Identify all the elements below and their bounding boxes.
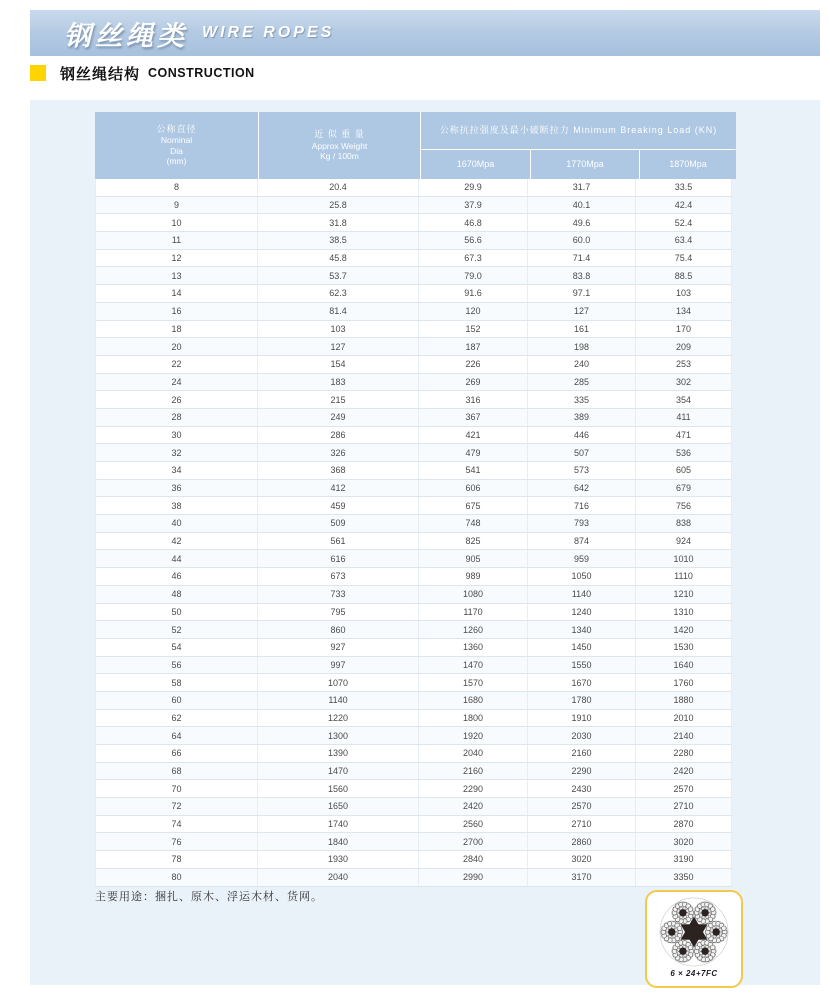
- table-cell: 46.8: [419, 214, 528, 231]
- table-cell: 368: [258, 462, 419, 479]
- table-cell: 29.9: [419, 179, 528, 196]
- table-cell: 1170: [419, 604, 528, 621]
- table-cell: 924: [636, 533, 732, 550]
- table-cell: 78: [95, 851, 258, 868]
- table-cell: 509: [258, 515, 419, 532]
- table-cell: 1650: [258, 798, 419, 815]
- table-cell: 187: [419, 338, 528, 355]
- table-cell: 756: [636, 497, 732, 514]
- table-cell: 2560: [419, 816, 528, 833]
- table-cell: 1760: [636, 674, 732, 691]
- table-cell: 825: [419, 533, 528, 550]
- table-cell: 1780: [528, 692, 636, 709]
- table-cell: 874: [528, 533, 636, 550]
- table-row: [95, 816, 732, 834]
- table-cell: 326: [258, 444, 419, 461]
- table-cell: 49.6: [528, 214, 636, 231]
- table-cell: 31.7: [528, 179, 636, 196]
- table-row: [95, 674, 732, 692]
- header-grade-1870: 1870Mpa: [640, 150, 736, 179]
- table-cell: 44: [95, 550, 258, 567]
- table-cell: 541: [419, 462, 528, 479]
- header-nominal-dia-zh: 公称直径: [156, 123, 197, 134]
- table-cell: 67.3: [419, 250, 528, 267]
- header-grade-1670: 1670Mpa: [421, 150, 530, 179]
- table-cell: 860: [258, 621, 419, 638]
- table-cell: 26: [95, 391, 258, 408]
- table-cell: 22: [95, 356, 258, 373]
- table-row: [95, 356, 732, 374]
- table-cell: 1450: [528, 639, 636, 656]
- table-cell: 1360: [419, 639, 528, 656]
- table-cell: 2990: [419, 869, 528, 886]
- table-cell: 479: [419, 444, 528, 461]
- table-row: [95, 267, 732, 285]
- spec-table: [95, 112, 732, 887]
- table-cell: 1920: [419, 727, 528, 744]
- table-cell: 64: [95, 727, 258, 744]
- table-cell: 1300: [258, 727, 419, 744]
- table-cell: 74: [95, 816, 258, 833]
- table-cell: 1550: [528, 657, 636, 674]
- table-row: [95, 391, 732, 409]
- table-cell: 226: [419, 356, 528, 373]
- table-cell: 240: [528, 356, 636, 373]
- table-row: [95, 550, 732, 568]
- table-cell: 1110: [636, 568, 732, 585]
- table-row: [95, 497, 732, 515]
- table-cell: 48: [95, 586, 258, 603]
- table-cell: 71.4: [528, 250, 636, 267]
- content-panel: [30, 100, 820, 985]
- table-cell: 81.4: [258, 303, 419, 320]
- table-cell: 24: [95, 374, 258, 391]
- table-cell: 34: [95, 462, 258, 479]
- table-cell: 88.5: [636, 267, 732, 284]
- table-cell: 1680: [419, 692, 528, 709]
- table-cell: 40.1: [528, 197, 636, 214]
- table-row: [95, 232, 732, 250]
- table-cell: 20.4: [258, 179, 419, 196]
- table-row: [95, 639, 732, 657]
- table-cell: 1800: [419, 710, 528, 727]
- table-cell: 1220: [258, 710, 419, 727]
- table-cell: 412: [258, 480, 419, 497]
- table-cell: 286: [258, 427, 419, 444]
- rope-cross-section-box: [645, 890, 743, 988]
- table-cell: 56.6: [419, 232, 528, 249]
- table-row: [95, 214, 732, 232]
- table-cell: 1470: [419, 657, 528, 674]
- table-cell: 1420: [636, 621, 732, 638]
- table-cell: 536: [636, 444, 732, 461]
- table-cell: 642: [528, 480, 636, 497]
- table-cell: 11: [95, 232, 258, 249]
- table-cell: 3020: [528, 851, 636, 868]
- table-cell: 63.4: [636, 232, 732, 249]
- table-cell: 1840: [258, 833, 419, 850]
- table-cell: 1260: [419, 621, 528, 638]
- table-cell: 1910: [528, 710, 636, 727]
- table-cell: 198: [528, 338, 636, 355]
- table-cell: 2160: [419, 763, 528, 780]
- table-cell: 14: [95, 285, 258, 302]
- table-cell: 2040: [258, 869, 419, 886]
- table-cell: 2710: [636, 798, 732, 815]
- section-header: [30, 62, 255, 84]
- table-cell: 66: [95, 745, 258, 762]
- table-cell: 1470: [258, 763, 419, 780]
- table-cell: 42.4: [636, 197, 732, 214]
- table-cell: 120: [419, 303, 528, 320]
- table-cell: 2570: [528, 798, 636, 815]
- table-cell: 1930: [258, 851, 419, 868]
- table-cell: 421: [419, 427, 528, 444]
- table-cell: 367: [419, 409, 528, 426]
- table-row: [95, 604, 732, 622]
- table-row: [95, 763, 732, 781]
- table-cell: 18: [95, 321, 258, 338]
- table-cell: 3350: [636, 869, 732, 886]
- table-cell: 2280: [636, 745, 732, 762]
- table-cell: 793: [528, 515, 636, 532]
- table-cell: 253: [636, 356, 732, 373]
- table-cell: 748: [419, 515, 528, 532]
- table-cell: 127: [528, 303, 636, 320]
- table-row: [95, 727, 732, 745]
- table-cell: 2030: [528, 727, 636, 744]
- header-breaking-load: [421, 112, 736, 149]
- table-row: [95, 462, 732, 480]
- section-title-zh: 钢丝绳结构: [60, 65, 141, 83]
- table-row: [95, 303, 732, 321]
- table-row: [95, 338, 732, 356]
- table-cell: 8: [95, 179, 258, 196]
- header-approx-weight-zh: 近 似 重 量: [314, 129, 365, 140]
- table-cell: 1530: [636, 639, 732, 656]
- table-cell: 285: [528, 374, 636, 391]
- table-cell: 20: [95, 338, 258, 355]
- table-cell: 733: [258, 586, 419, 603]
- table-row: [95, 480, 732, 498]
- table-cell: 1140: [528, 586, 636, 603]
- header-breaking-load-label: 公称抗拉强度及最小破断拉力 Minimum Breaking Load (KN): [439, 124, 718, 135]
- table-cell: 2160: [528, 745, 636, 762]
- table-cell: 60.0: [528, 232, 636, 249]
- header-approx-weight-en2: Kg / 100m: [320, 151, 359, 162]
- table-cell: 10: [95, 214, 258, 231]
- table-cell: 335: [528, 391, 636, 408]
- table-row: [95, 657, 732, 675]
- table-cell: 32: [95, 444, 258, 461]
- table-cell: 1080: [419, 586, 528, 603]
- table-row: [95, 374, 732, 392]
- table-row: [95, 586, 732, 604]
- table-cell: 2420: [636, 763, 732, 780]
- table-cell: 3190: [636, 851, 732, 868]
- table-cell: 37.9: [419, 197, 528, 214]
- table-cell: 103: [258, 321, 419, 338]
- table-cell: 1340: [528, 621, 636, 638]
- table-cell: 3020: [636, 833, 732, 850]
- table-cell: 573: [528, 462, 636, 479]
- table-row: [95, 427, 732, 445]
- table-cell: 209: [636, 338, 732, 355]
- table-cell: 1670: [528, 674, 636, 691]
- table-row: [95, 285, 732, 303]
- table-cell: 1640: [636, 657, 732, 674]
- table-row: [95, 745, 732, 763]
- table-cell: 2420: [419, 798, 528, 815]
- table-cell: 161: [528, 321, 636, 338]
- page-title-en: WIRE ROPES: [202, 24, 335, 41]
- table-cell: 302: [636, 374, 732, 391]
- table-cell: 38: [95, 497, 258, 514]
- table-cell: 2290: [419, 780, 528, 797]
- table-cell: 215: [258, 391, 419, 408]
- table-cell: 134: [636, 303, 732, 320]
- table-row: [95, 798, 732, 816]
- table-cell: 33.5: [636, 179, 732, 196]
- table-cell: 927: [258, 639, 419, 656]
- table-cell: 716: [528, 497, 636, 514]
- table-cell: 52: [95, 621, 258, 638]
- table-cell: 249: [258, 409, 419, 426]
- header-nominal-dia-en2: Dia: [170, 145, 183, 156]
- table-cell: 2140: [636, 727, 732, 744]
- table-row: [95, 444, 732, 462]
- table-row: [95, 533, 732, 551]
- table-cell: 997: [258, 657, 419, 674]
- table-cell: 354: [636, 391, 732, 408]
- table-cell: 2040: [419, 745, 528, 762]
- table-row: [95, 621, 732, 639]
- table-cell: 54: [95, 639, 258, 656]
- table-cell: 2700: [419, 833, 528, 850]
- table-cell: 606: [419, 480, 528, 497]
- table-cell: 838: [636, 515, 732, 532]
- rope-cross-section-icon: [657, 895, 731, 969]
- table-cell: 2430: [528, 780, 636, 797]
- table-cell: 1880: [636, 692, 732, 709]
- table-cell: 1240: [528, 604, 636, 621]
- table-cell: 1570: [419, 674, 528, 691]
- table-cell: 561: [258, 533, 419, 550]
- table-cell: 9: [95, 197, 258, 214]
- header-approx-weight-en1: Approx Weight: [311, 140, 368, 151]
- table-cell: 675: [419, 497, 528, 514]
- table-cell: 103: [636, 285, 732, 302]
- table-cell: 42: [95, 533, 258, 550]
- table-cell: 28: [95, 409, 258, 426]
- table-cell: 16: [95, 303, 258, 320]
- table-cell: 62.3: [258, 285, 419, 302]
- table-cell: 25.8: [258, 197, 419, 214]
- table-row: [95, 515, 732, 533]
- table-cell: 45.8: [258, 250, 419, 267]
- table-row: [95, 179, 732, 197]
- table-body: [95, 179, 732, 887]
- table-cell: 1390: [258, 745, 419, 762]
- header-nominal-dia-en1: Nominal: [160, 135, 193, 146]
- table-cell: 1560: [258, 780, 419, 797]
- page-title-zh: 钢丝绳类: [64, 20, 188, 51]
- table-cell: 316: [419, 391, 528, 408]
- table-cell: 2710: [528, 816, 636, 833]
- table-row: [95, 851, 732, 869]
- table-cell: 1140: [258, 692, 419, 709]
- table-row: [95, 409, 732, 427]
- table-cell: 269: [419, 374, 528, 391]
- table-cell: 46: [95, 568, 258, 585]
- table-cell: 50: [95, 604, 258, 621]
- header-nominal-dia: [95, 112, 258, 179]
- table-cell: 30: [95, 427, 258, 444]
- table-cell: 616: [258, 550, 419, 567]
- table-row: [95, 780, 732, 798]
- header-approx-weight: [259, 112, 420, 179]
- table-cell: 53.7: [258, 267, 419, 284]
- table-cell: 459: [258, 497, 419, 514]
- table-cell: 2870: [636, 816, 732, 833]
- table-cell: 2570: [636, 780, 732, 797]
- table-cell: 989: [419, 568, 528, 585]
- table-cell: 1070: [258, 674, 419, 691]
- table-cell: 40: [95, 515, 258, 532]
- table-cell: 72: [95, 798, 258, 815]
- yellow-bullet-icon: [30, 65, 46, 81]
- table-cell: 2840: [419, 851, 528, 868]
- table-cell: 1010: [636, 550, 732, 567]
- table-cell: 75.4: [636, 250, 732, 267]
- table-cell: 471: [636, 427, 732, 444]
- table-cell: 673: [258, 568, 419, 585]
- table-cell: 80: [95, 869, 258, 886]
- table-cell: 154: [258, 356, 419, 373]
- table-cell: 58: [95, 674, 258, 691]
- table-cell: 79.0: [419, 267, 528, 284]
- table-cell: 170: [636, 321, 732, 338]
- header-grade-1770: 1770Mpa: [531, 150, 639, 179]
- table-cell: 91.6: [419, 285, 528, 302]
- table-cell: 2010: [636, 710, 732, 727]
- table-row: [95, 869, 732, 887]
- table-cell: 62: [95, 710, 258, 727]
- table-cell: 507: [528, 444, 636, 461]
- table-row: [95, 568, 732, 586]
- table-cell: 76: [95, 833, 258, 850]
- rope-construction-label: 6 × 24+7FC: [670, 969, 718, 978]
- page-banner: [30, 10, 820, 56]
- table-cell: 3170: [528, 869, 636, 886]
- table-cell: 60: [95, 692, 258, 709]
- header-nominal-dia-en3: (mm): [166, 156, 187, 167]
- table-row: [95, 833, 732, 851]
- table-cell: 446: [528, 427, 636, 444]
- table-cell: 605: [636, 462, 732, 479]
- table-cell: 959: [528, 550, 636, 567]
- table-cell: 795: [258, 604, 419, 621]
- table-cell: 679: [636, 480, 732, 497]
- table-cell: 38.5: [258, 232, 419, 249]
- table-cell: 52.4: [636, 214, 732, 231]
- table-cell: 1050: [528, 568, 636, 585]
- table-cell: 83.8: [528, 267, 636, 284]
- table-cell: 56: [95, 657, 258, 674]
- table-header: [95, 112, 732, 179]
- table-row: [95, 692, 732, 710]
- table-cell: 68: [95, 763, 258, 780]
- table-cell: 389: [528, 409, 636, 426]
- table-cell: 1210: [636, 586, 732, 603]
- table-cell: 411: [636, 409, 732, 426]
- table-row: [95, 250, 732, 268]
- table-cell: 1310: [636, 604, 732, 621]
- table-cell: 905: [419, 550, 528, 567]
- table-cell: 1740: [258, 816, 419, 833]
- usage-note: 主要用途：捆扎、原木、浮运木材、货网。: [95, 891, 323, 903]
- table-cell: 12: [95, 250, 258, 267]
- table-cell: 2290: [528, 763, 636, 780]
- table-cell: 127: [258, 338, 419, 355]
- table-cell: 183: [258, 374, 419, 391]
- table-cell: 70: [95, 780, 258, 797]
- table-row: [95, 197, 732, 215]
- table-cell: 36: [95, 480, 258, 497]
- table-cell: 31.8: [258, 214, 419, 231]
- table-cell: 152: [419, 321, 528, 338]
- table-cell: 97.1: [528, 285, 636, 302]
- table-row: [95, 710, 732, 728]
- table-cell: 13: [95, 267, 258, 284]
- table-row: [95, 321, 732, 339]
- section-title-en: CONSTRUCTION: [148, 66, 255, 80]
- table-cell: 2860: [528, 833, 636, 850]
